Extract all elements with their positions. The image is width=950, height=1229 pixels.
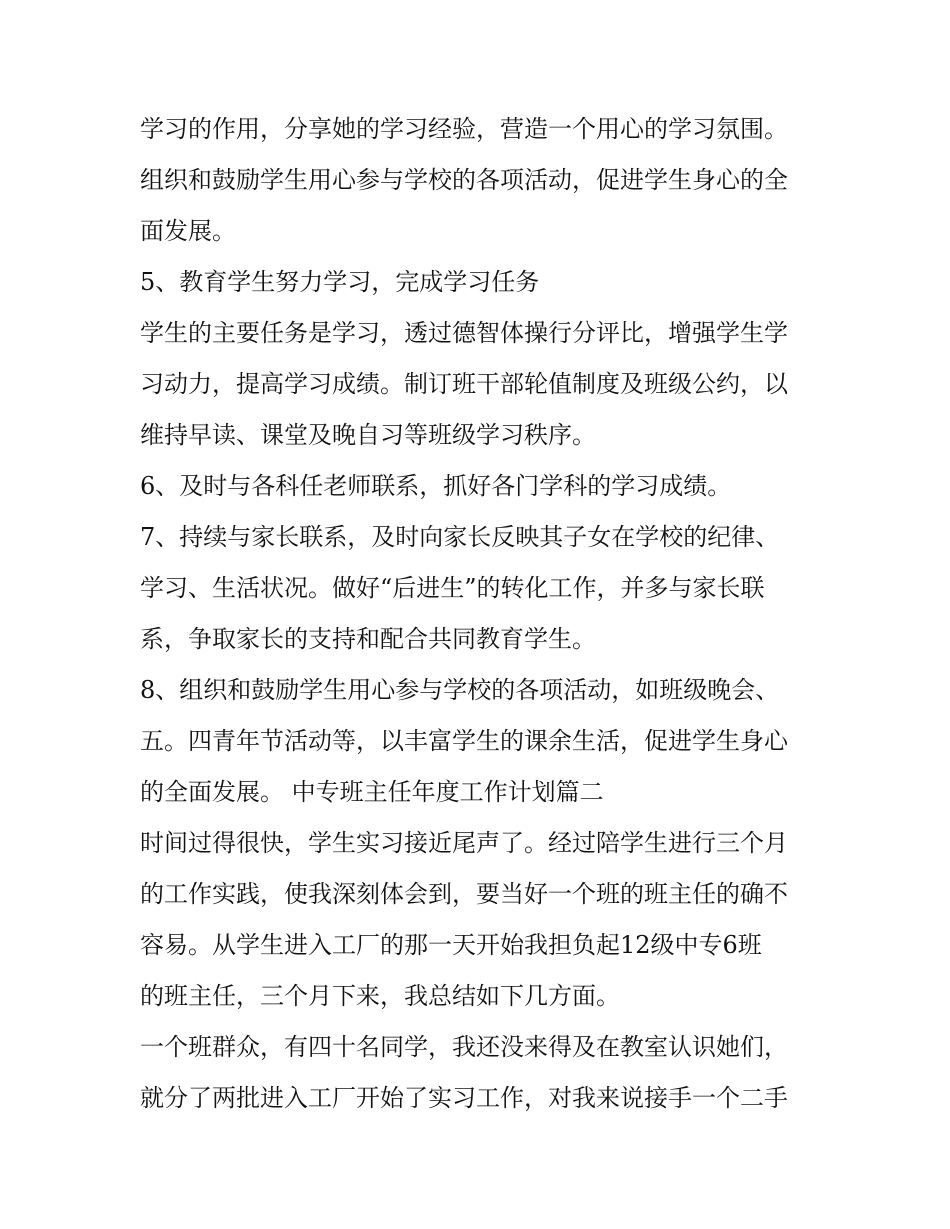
text-line: 的班主任，三个月下来，我总结如下几方面。 bbox=[140, 982, 620, 1010]
text-line: 学生的主要任务是学习，透过德智体操行分评比，增强学生学 bbox=[140, 319, 788, 347]
text-line: 学习、生活状况。做好“后进生”的转化工作，并多与家长联 bbox=[140, 574, 765, 602]
text-line: 面发展。 bbox=[140, 217, 236, 245]
text-line: 系，争取家长的支持和配合共同教育学生。 bbox=[140, 625, 596, 653]
text-line: 的工作实践，使我深刻体会到，要当好一个班的班主任的确不 bbox=[140, 880, 788, 908]
text-line: 五。四青年节活动等，以丰富学生的课余生活，促进学生身心 bbox=[140, 727, 788, 755]
section-heading-7: 7、持续与家长联系，及时向家长反映其子女在学校的纪律、 bbox=[140, 523, 780, 551]
text-line: 一个班群众，有四十名同学，我还没来得及在教室认识她们， bbox=[140, 1033, 788, 1061]
text-line: 维持早读、课堂及晚自习等班级学习秩序。 bbox=[140, 421, 596, 449]
text-line: 就分了两批进入工厂开始了实习工作，对我来说接手一个二手 bbox=[140, 1084, 788, 1112]
text-line: 组织和鼓励学生用心参与学校的各项活动，促进学生身心的全 bbox=[140, 166, 788, 194]
text-line: 容易。从学生进入工厂的那一天开始我担负起12级中专6班 bbox=[140, 931, 762, 959]
section-heading-5: 5、教育学生努力学习，完成学习任务 bbox=[140, 268, 540, 296]
section-heading-6: 6、及时与各科任老师联系，抓好各门学科的学习成绩。 bbox=[140, 472, 732, 500]
text-line: 的全面发展。 中专班主任年度工作计划篇二 bbox=[140, 778, 604, 806]
text-line: 学习的作用，分享她的学习经验，营造一个用心的学习氛围。 bbox=[140, 115, 788, 143]
text-line: 习动力，提高学习成绩。制订班干部轮值制度及班级公约，以 bbox=[140, 370, 788, 398]
document-body bbox=[140, 104, 820, 1124]
text-line: 时间过得很快，学生实习接近尾声了。经过陪学生进行三个月 bbox=[140, 829, 788, 857]
section-heading-8: 8、组织和鼓励学生用心参与学校的各项活动，如班级晚会、 bbox=[140, 676, 780, 704]
